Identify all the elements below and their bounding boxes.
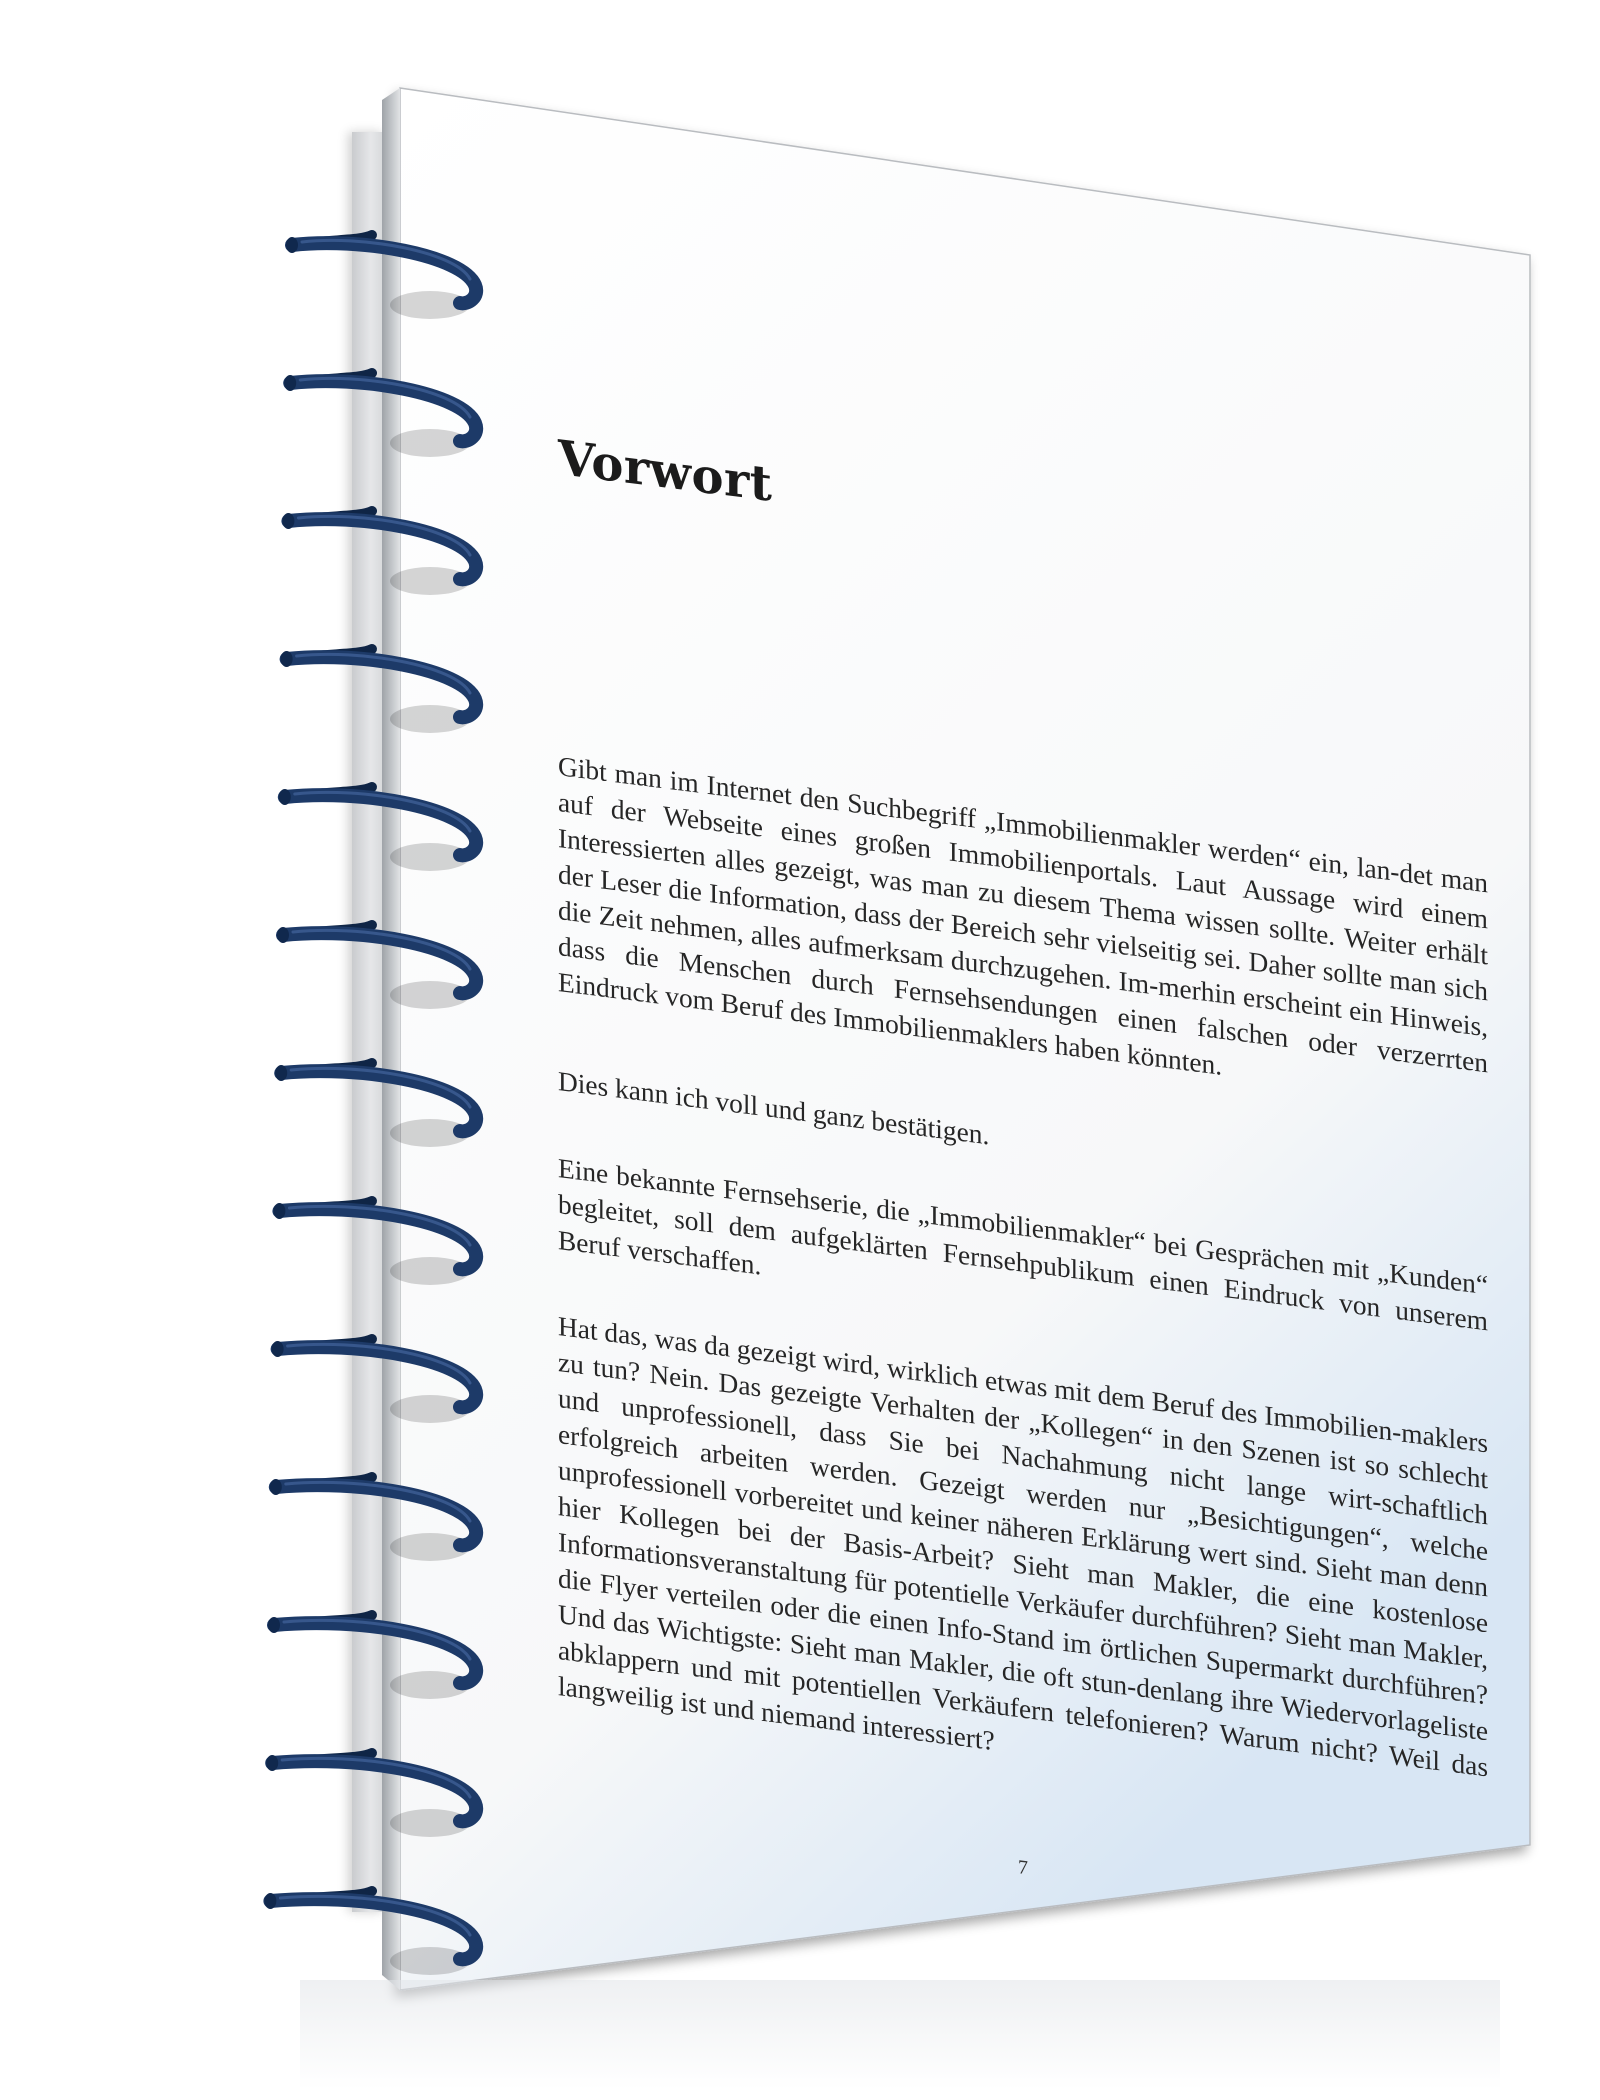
floor-reflection: [300, 1980, 1500, 2090]
page-number: 7: [1018, 1856, 1028, 1880]
paragraph-intro: Gibt man im Internet den Suchbegriff „Immobilienmakler werden“ ein, lan-det man auf der Webseite eines großen Immobilienportals. Laut Aussage wird einem Interessierten alles gezeigt, was man zu diesem Thema wissen sollte. Weiter erhält der Leser die Information, dass der Bereich sehr vielseitig sei. Daher sollte man sich die Zeit nehmen, alles aufmerksam durchzugehen. Im-merhin erscheint ein Hinweis, dass die Menschen durch Fernsehsendungen einen falschen oder verzerrten Eindruck vom Beruf des Immobilienmaklers haben könnten.: [558, 750, 1488, 1081]
paragraph-critique: Hat das, was da gezeigt wird, wirklich etwas mit dem Beruf des Immobilien-maklers zu tun? Nein. Das gezeigte Verhalten der „Kollegen“ in den Szenen ist so schlecht und unprofessionell, dass Sie bei Nachahmung nicht lange wirt-schaftlich erfolgreich arbeiten werden. Gezeigt werden nur „Besichtigungen“, welche unprofessionell vorbereitet und keiner näheren Erklärung wert sind. Sieht man denn hier Kollegen bei der Basis-Arbeit? Sieht man Makler, die eine kostenlose Informationsveranstaltung für potentielle Verkäufer durchführen? Sieht man Makler, die Flyer verteilen oder die einen Info-Stand im örtlichen Supermarkt durchführen? Und das Wichtigste: Sieht man Makler, die oft stun-denlang ihre Wiedervorlageliste abklappern und mit potentiellen Verkäufern telefonieren? Warum nicht? Weil das langweilig ist und niemand interessiert?: [558, 1310, 1488, 1783]
paragraph-confirmation: Dies kann ich voll und ganz bestätigen.: [558, 1065, 990, 1151]
paragraph-tv-series: Eine bekannte Fernsehserie, die „Immobilienmakler“ bei Gesprächen mit „Kunden“ begleitet, soll dem aufgeklärten Fernsehpublikum einen Eindruck von unserem Beruf verschaffen.: [558, 1152, 1488, 1337]
page-title: Vorwort: [558, 429, 773, 514]
page-content: [400, 88, 1530, 2100]
